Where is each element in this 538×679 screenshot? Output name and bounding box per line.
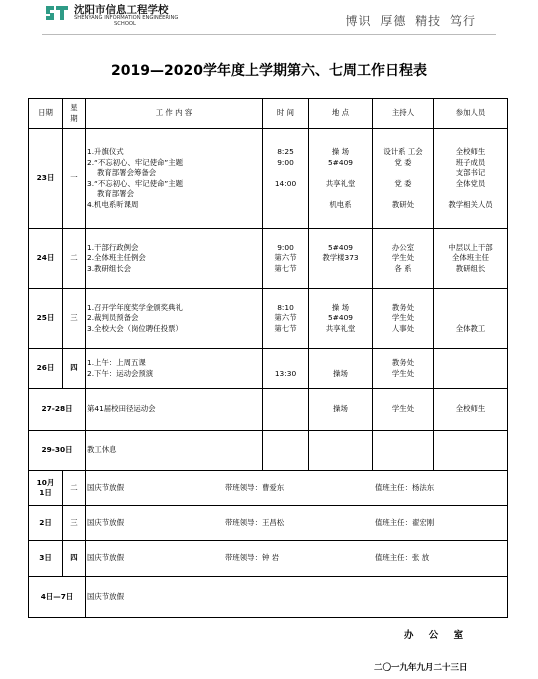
row-time: 13:30: [263, 349, 309, 389]
table-row: [29, 431, 508, 471]
holiday-date: 2日: [29, 506, 63, 541]
holiday-weekday: 二: [63, 471, 86, 506]
row-weekday: 一: [63, 129, 86, 229]
row-work: 教工休息: [86, 431, 263, 471]
row-date: 24日: [29, 229, 63, 289]
header-time: 时 间: [263, 99, 309, 129]
row-time: 8:10 第六节 第七节: [263, 289, 309, 349]
row-time: 8:25 9:00 14:00: [263, 129, 309, 229]
holiday-duty: 值班主任：翟宏刚: [375, 517, 435, 527]
row-host: 办公室 学生处 各 系: [373, 229, 434, 289]
row-work: 第41届校田径运动会: [86, 389, 263, 431]
holiday-item: 国庆节放假: [87, 591, 124, 601]
header-attendees: 参加人员: [434, 99, 508, 129]
header-weekday: 星 期: [63, 99, 86, 129]
holiday-item: 国庆节放假: [87, 517, 124, 527]
row-time: 9:00 第六节 第七节: [263, 229, 309, 289]
footer-date: 二〇一九年九月二十三日: [374, 663, 468, 673]
holiday-weekday: 三: [63, 506, 86, 541]
row-work: 1.上午：上周五课 2.下午：运动会预演: [86, 349, 263, 389]
row-host: 教务处 学生处: [373, 349, 434, 389]
row-attendees: 中层以上干部 全体班主任 教研组长: [434, 229, 508, 289]
school-name-en: SHENYANG INFORMATION ENGINEERING SCHOOL: [74, 15, 179, 27]
schedule-table: [28, 98, 508, 618]
holiday-leader: 带班领导：钟 岩: [225, 553, 280, 563]
row-attendees: 全校师生 班子成员 支部书记 全体党员 教学相关人员: [434, 129, 508, 229]
holiday-row: [29, 506, 508, 541]
table-row: [29, 229, 508, 289]
row-date: 25日: [29, 289, 63, 349]
row-date: 29-30日: [29, 431, 86, 471]
table-header-row: [29, 99, 508, 129]
holiday-item: 国庆节放假: [87, 553, 124, 563]
row-date: 27-28日: [29, 389, 86, 431]
header-date: 日期: [29, 99, 63, 129]
row-host: 教务处 学生处 人事处: [373, 289, 434, 349]
holiday-leader: 带班领导：王昌松: [225, 517, 285, 527]
row-place: 操场: [309, 389, 373, 431]
row-weekday: 三: [63, 289, 86, 349]
holiday-content: [86, 506, 508, 541]
row-place: 操 场 5#409 共享礼堂 机电系: [309, 129, 373, 229]
row-place: 操 场 5#409 共享礼堂: [309, 289, 373, 349]
holiday-leader: 带班领导：曹爱东: [225, 482, 285, 492]
page-header: [0, 0, 538, 36]
schedule-table-wrap: [28, 98, 507, 617]
holiday-content: [86, 471, 508, 506]
row-attendees: [434, 349, 508, 389]
header-work: 工 作 内 容: [86, 99, 263, 129]
header-divider: [42, 34, 496, 35]
row-work: 1.召开学年度奖学金颁奖典礼 2.裁判员预备会 3.全校大会（岗位聘任投票）: [86, 289, 263, 349]
holiday-weekday: 四: [63, 541, 86, 577]
holiday-date: 10月 1日: [29, 471, 63, 506]
holiday-date: 4日—7日: [29, 577, 86, 618]
holiday-date: 3日: [29, 541, 63, 577]
footer-office: 办 公 室: [404, 630, 470, 641]
holiday-item: 国庆节放假: [87, 482, 124, 492]
row-time: [263, 389, 309, 431]
row-place: 操场: [309, 349, 373, 389]
table-row: [29, 129, 508, 229]
row-date: 23日: [29, 129, 63, 229]
holiday-duty: 值班主任：张 放: [375, 553, 430, 563]
row-work: 1.升旗仪式 2.“不忘初心、牢记使命”主题 教育部署会筹备会 3.“不忘初心、牢记使命”主题 教育部署会 4.机电系听课周: [86, 129, 263, 229]
holiday-content: [86, 577, 508, 618]
school-name-cn: 沈阳市信息工程学校: [74, 4, 169, 16]
school-motto: 博识 厚德 精技 笃行: [345, 14, 476, 28]
school-logo-icon: [44, 4, 70, 22]
row-work: 1.干部行政例会 2.全体班主任例会 3.教研组长会: [86, 229, 263, 289]
row-host: 学生处: [373, 389, 434, 431]
holiday-row: [29, 577, 508, 618]
header-place: 地 点: [309, 99, 373, 129]
row-host: 设计系 工会 党 委 党 委 教研处: [373, 129, 434, 229]
row-weekday: 四: [63, 349, 86, 389]
holiday-row: [29, 541, 508, 577]
row-place: 5#409 教学楼373: [309, 229, 373, 289]
header-host: 主持人: [373, 99, 434, 129]
table-row: [29, 349, 508, 389]
row-weekday: 二: [63, 229, 86, 289]
page-title: 2019—2020学年度上学期第六、七周工作日程表: [111, 63, 427, 79]
holiday-duty: 值班主任：杨法东: [375, 482, 435, 492]
table-row: [29, 289, 508, 349]
row-attendees: 全校师生: [434, 389, 508, 431]
holiday-row: [29, 471, 508, 506]
row-date: 26日: [29, 349, 63, 389]
holiday-content: [86, 541, 508, 577]
row-attendees: 全体教工: [434, 289, 508, 349]
table-row: [29, 389, 508, 431]
